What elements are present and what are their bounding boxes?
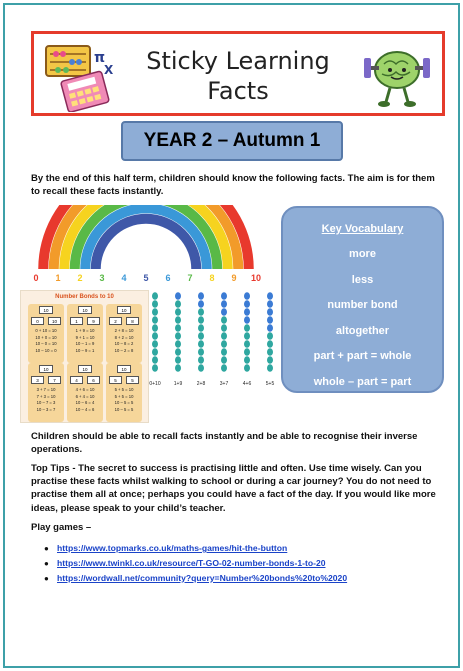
rainbow-number: 1 — [55, 273, 61, 283]
bead — [175, 364, 181, 372]
bond-part: 0 — [31, 317, 44, 325]
bead — [221, 324, 227, 332]
bond-fact: 10 – 1 = 9 — [75, 341, 95, 346]
bead — [152, 348, 158, 356]
bead — [198, 348, 204, 356]
bond-fact: 0 + 10 = 10 — [35, 328, 57, 333]
bead-label: 0+10 — [149, 381, 161, 387]
bead — [244, 348, 250, 356]
list-item — [44, 571, 444, 586]
bond-part: 1 — [70, 317, 83, 325]
bead — [175, 348, 181, 356]
bond-facts — [106, 328, 142, 354]
bond-fact: 4 + 6 = 10 — [75, 387, 95, 392]
banner-title-line2: Facts — [207, 77, 269, 105]
bead — [152, 292, 158, 300]
bead — [221, 340, 227, 348]
rainbow-number-line — [30, 205, 262, 285]
vocab-item: less — [351, 273, 374, 286]
bond-box — [28, 363, 64, 422]
bond-part: 7 — [48, 376, 61, 384]
bead — [152, 308, 158, 316]
year-heading: YEAR 2 – Autumn 1 — [121, 121, 343, 161]
bond-facts — [28, 387, 64, 413]
bond-box — [67, 363, 103, 422]
bead — [221, 300, 227, 308]
bead — [175, 308, 181, 316]
bond-part: 8 — [126, 317, 139, 325]
bead — [221, 356, 227, 364]
rainbow-number: 0 — [33, 273, 39, 283]
bond-fact: 10 – 3 = 7 — [36, 406, 56, 412]
bond-fact: 10 + 0 = 10 — [35, 334, 57, 340]
bond-fact: 7 + 3 = 10 — [36, 393, 56, 399]
bead — [221, 308, 227, 316]
bond-facts — [106, 387, 142, 413]
bead — [152, 340, 158, 348]
top-tips-text — [31, 462, 441, 515]
bead — [244, 324, 250, 332]
bead — [221, 316, 227, 324]
bond-whole: 10 — [39, 306, 53, 314]
bond-part: 2 — [109, 317, 122, 325]
bead — [267, 348, 273, 356]
bond-fact: 10 – 5 = 5 — [114, 406, 134, 412]
rainbow-number: 2 — [77, 273, 83, 283]
header-banner — [31, 31, 445, 116]
bead — [267, 356, 273, 364]
bond-whole: 10 — [78, 306, 92, 314]
rainbow-arc — [96, 219, 197, 269]
bond-fact: 9 + 1 = 10 — [75, 334, 95, 340]
brain-dumbbell-icon — [362, 40, 432, 112]
bullet-icon: ● — [44, 574, 49, 583]
bead — [244, 332, 250, 340]
bead — [198, 340, 204, 348]
game-link[interactable]: https://wordwall.net/community?query=Number%20bonds%20to%2020 — [57, 573, 348, 583]
bead — [267, 340, 273, 348]
bead — [152, 300, 158, 308]
rainbow-number: 5 — [143, 273, 149, 283]
bond-facts — [67, 387, 103, 413]
bond-fact: 10 – 5 = 5 — [114, 400, 134, 405]
bond-facts — [28, 328, 64, 354]
bead — [244, 308, 250, 316]
bead — [267, 308, 273, 316]
bead — [198, 332, 204, 340]
bead — [152, 316, 158, 324]
bead — [152, 356, 158, 364]
rainbow-number: 9 — [231, 273, 237, 283]
bond-fact: 5 + 5 = 10 — [114, 387, 134, 392]
bead — [221, 332, 227, 340]
bond-facts — [67, 328, 103, 354]
list-item — [44, 556, 444, 571]
bond-fact: 6 + 4 = 10 — [75, 393, 95, 399]
bead-label: 4+6 — [242, 381, 252, 387]
bead — [244, 356, 250, 364]
bead — [244, 292, 250, 300]
bead — [198, 316, 204, 324]
svg-text:π: π — [94, 50, 106, 66]
intro-text: By the end of this half term, children should know the following facts. The aim is for them to recall these facts instantly. — [31, 173, 435, 197]
key-vocabulary-title: Key Vocabulary — [321, 223, 404, 235]
vocab-item: part + part = whole — [313, 350, 412, 362]
svg-text:X: X — [104, 63, 114, 77]
bead — [152, 332, 158, 340]
bead — [244, 364, 250, 372]
bond-fact: 10 – 7 = 3 — [36, 400, 56, 405]
recall-text: Children should be able to recall facts instantly and be able to recognise their inverse operations. — [31, 431, 418, 456]
bond-box — [106, 304, 142, 363]
bead — [152, 364, 158, 372]
bead — [198, 356, 204, 364]
bead — [267, 292, 273, 300]
bond-part: 5 — [126, 376, 139, 384]
bead — [221, 364, 227, 372]
bead — [175, 340, 181, 348]
rainbow-number: 4 — [121, 273, 127, 283]
bead — [175, 356, 181, 364]
bead-label: 3+7 — [219, 381, 229, 387]
game-link[interactable]: https://www.topmarks.co.uk/maths-games/hit-the-button — [57, 543, 288, 553]
bond-box — [67, 304, 103, 363]
bond-fact: 10 – 4 = 6 — [75, 406, 95, 412]
number-bonds-title: Number Bonds to 10 — [55, 294, 114, 300]
bond-fact: 10 – 9 = 1 — [75, 347, 95, 353]
bead — [152, 324, 158, 332]
bead — [221, 348, 227, 356]
rainbow-number: 8 — [209, 273, 215, 283]
bullet-icon: ● — [44, 559, 49, 568]
number-bonds-card — [20, 290, 149, 423]
bond-fact: 1 + 9 = 10 — [75, 328, 95, 333]
bond-fact: 10 – 10 = 0 — [35, 347, 57, 353]
bullet-icon: ● — [44, 544, 49, 553]
game-link[interactable]: https://www.twinkl.co.uk/resource/T-GO-02-number-bonds-1-to-20 — [57, 558, 326, 568]
bead — [198, 324, 204, 332]
bond-fact: 10 – 0 = 10 — [35, 341, 57, 346]
bead — [267, 324, 273, 332]
bond-fact: 10 – 6 = 4 — [75, 400, 95, 405]
rainbow-number: 10 — [250, 273, 262, 283]
bond-part: 10 — [48, 317, 61, 325]
bead — [198, 300, 204, 308]
bond-part: 6 — [87, 376, 100, 384]
bond-fact: 2 + 8 = 10 — [114, 328, 134, 333]
bead — [244, 300, 250, 308]
vocab-item: number bond — [327, 299, 398, 311]
play-games-heading: Play games – — [31, 522, 92, 533]
bead-label: 1+9 — [173, 381, 183, 387]
bond-part: 9 — [87, 317, 100, 325]
bond-part: 5 — [109, 376, 122, 384]
bead — [267, 364, 273, 372]
bead — [198, 308, 204, 316]
bond-whole: 10 — [39, 365, 53, 373]
key-vocabulary-box — [281, 206, 444, 393]
bead — [175, 300, 181, 308]
bead — [244, 316, 250, 324]
bond-whole: 10 — [117, 365, 131, 373]
bead — [175, 316, 181, 324]
bead — [175, 332, 181, 340]
bond-whole: 10 — [78, 365, 92, 373]
rainbow-number: 7 — [187, 273, 193, 283]
key-vocabulary-list — [283, 242, 442, 395]
bead — [198, 364, 204, 372]
bead — [175, 324, 181, 332]
bond-part: 3 — [31, 376, 44, 384]
bead — [267, 316, 273, 324]
bead — [175, 292, 181, 300]
bead — [267, 300, 273, 308]
bond-box — [106, 363, 142, 422]
vocab-item: whole – part = part — [313, 375, 412, 388]
bond-fact: 3 + 7 = 10 — [36, 387, 56, 392]
top-tips-label: Top Tips — [31, 463, 70, 474]
bead-label: 5+5 — [265, 381, 275, 387]
bond-part: 4 — [70, 376, 83, 384]
bond-fact: 5 + 5 = 10 — [114, 393, 134, 399]
vocab-item: more — [349, 248, 376, 260]
bead — [244, 340, 250, 348]
bond-fact: 8 + 2 = 10 — [114, 334, 134, 340]
bond-fact: 10 – 8 = 2 — [114, 341, 134, 346]
bead — [198, 292, 204, 300]
rainbow-number: 6 — [165, 273, 171, 283]
bond-whole: 10 — [117, 306, 131, 314]
vocab-item: altogether — [335, 324, 390, 337]
bead-label: 2+8 — [196, 381, 206, 387]
game-links-list — [44, 541, 444, 586]
bead — [267, 332, 273, 340]
rainbow-number: 3 — [99, 273, 105, 283]
top-tips-body: - The secret to success is practising little and often. Use time wisely. Can you practise these facts whilst walking to school or during a car journey? You do not need to practise them all at once; perhaps you could have a fact of the day. If you would like more ideas, please speak to your child’s teacher. — [31, 463, 436, 514]
bead — [221, 292, 227, 300]
bond-fact: 10 – 2 = 8 — [114, 347, 134, 353]
bond-box — [28, 304, 64, 363]
bead-strings — [148, 292, 276, 388]
banner-title-line1: Sticky Learning — [146, 47, 330, 75]
list-item — [44, 541, 444, 556]
